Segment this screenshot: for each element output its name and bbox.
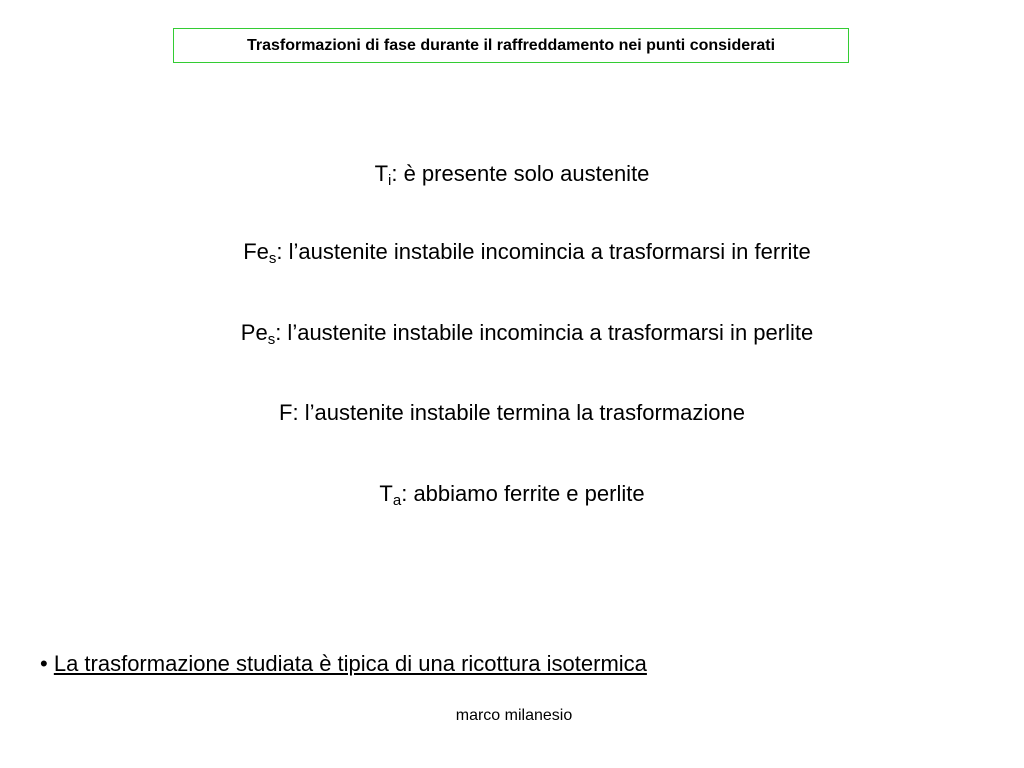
- description: : l’austenite instabile incomincia a trasformarsi in perlite: [275, 320, 814, 345]
- symbol: Pe: [240, 320, 268, 345]
- slide-title-box: [173, 28, 849, 63]
- author-footer: marco milanesio: [455, 707, 573, 724]
- bullet-marker: •: [40, 651, 48, 676]
- description: : è presente solo austenite: [391, 161, 650, 186]
- bullet-point: [40, 651, 647, 677]
- symbol-subscript: i: [388, 172, 392, 189]
- phase-line-f: [0, 400, 1024, 426]
- slide-title: Trasformazioni di fase durante il raffreddamento nei punti considerati: [246, 36, 776, 54]
- description: : l’austenite instabile incomincia a trasformarsi in ferrite: [276, 239, 811, 264]
- phase-line-ti: [0, 161, 1024, 187]
- bullet-text: La trasformazione studiata è tipica di una ricottura isotermica: [53, 651, 647, 676]
- symbol: T: [374, 161, 389, 186]
- symbol: Fe: [243, 239, 269, 264]
- symbol-subscript: s: [267, 331, 276, 348]
- phase-line-pes: [15, 320, 1024, 346]
- description: : abbiamo ferrite e perlite: [401, 481, 645, 506]
- symbol: F: [279, 400, 293, 425]
- symbol: T: [379, 481, 393, 506]
- symbol-subscript: s: [268, 250, 277, 267]
- description: : l’austenite instabile termina la trasformazione: [292, 400, 745, 425]
- symbol-subscript: a: [392, 492, 402, 509]
- phase-line-fes: [15, 239, 1024, 265]
- phase-line-ta: [0, 481, 1024, 507]
